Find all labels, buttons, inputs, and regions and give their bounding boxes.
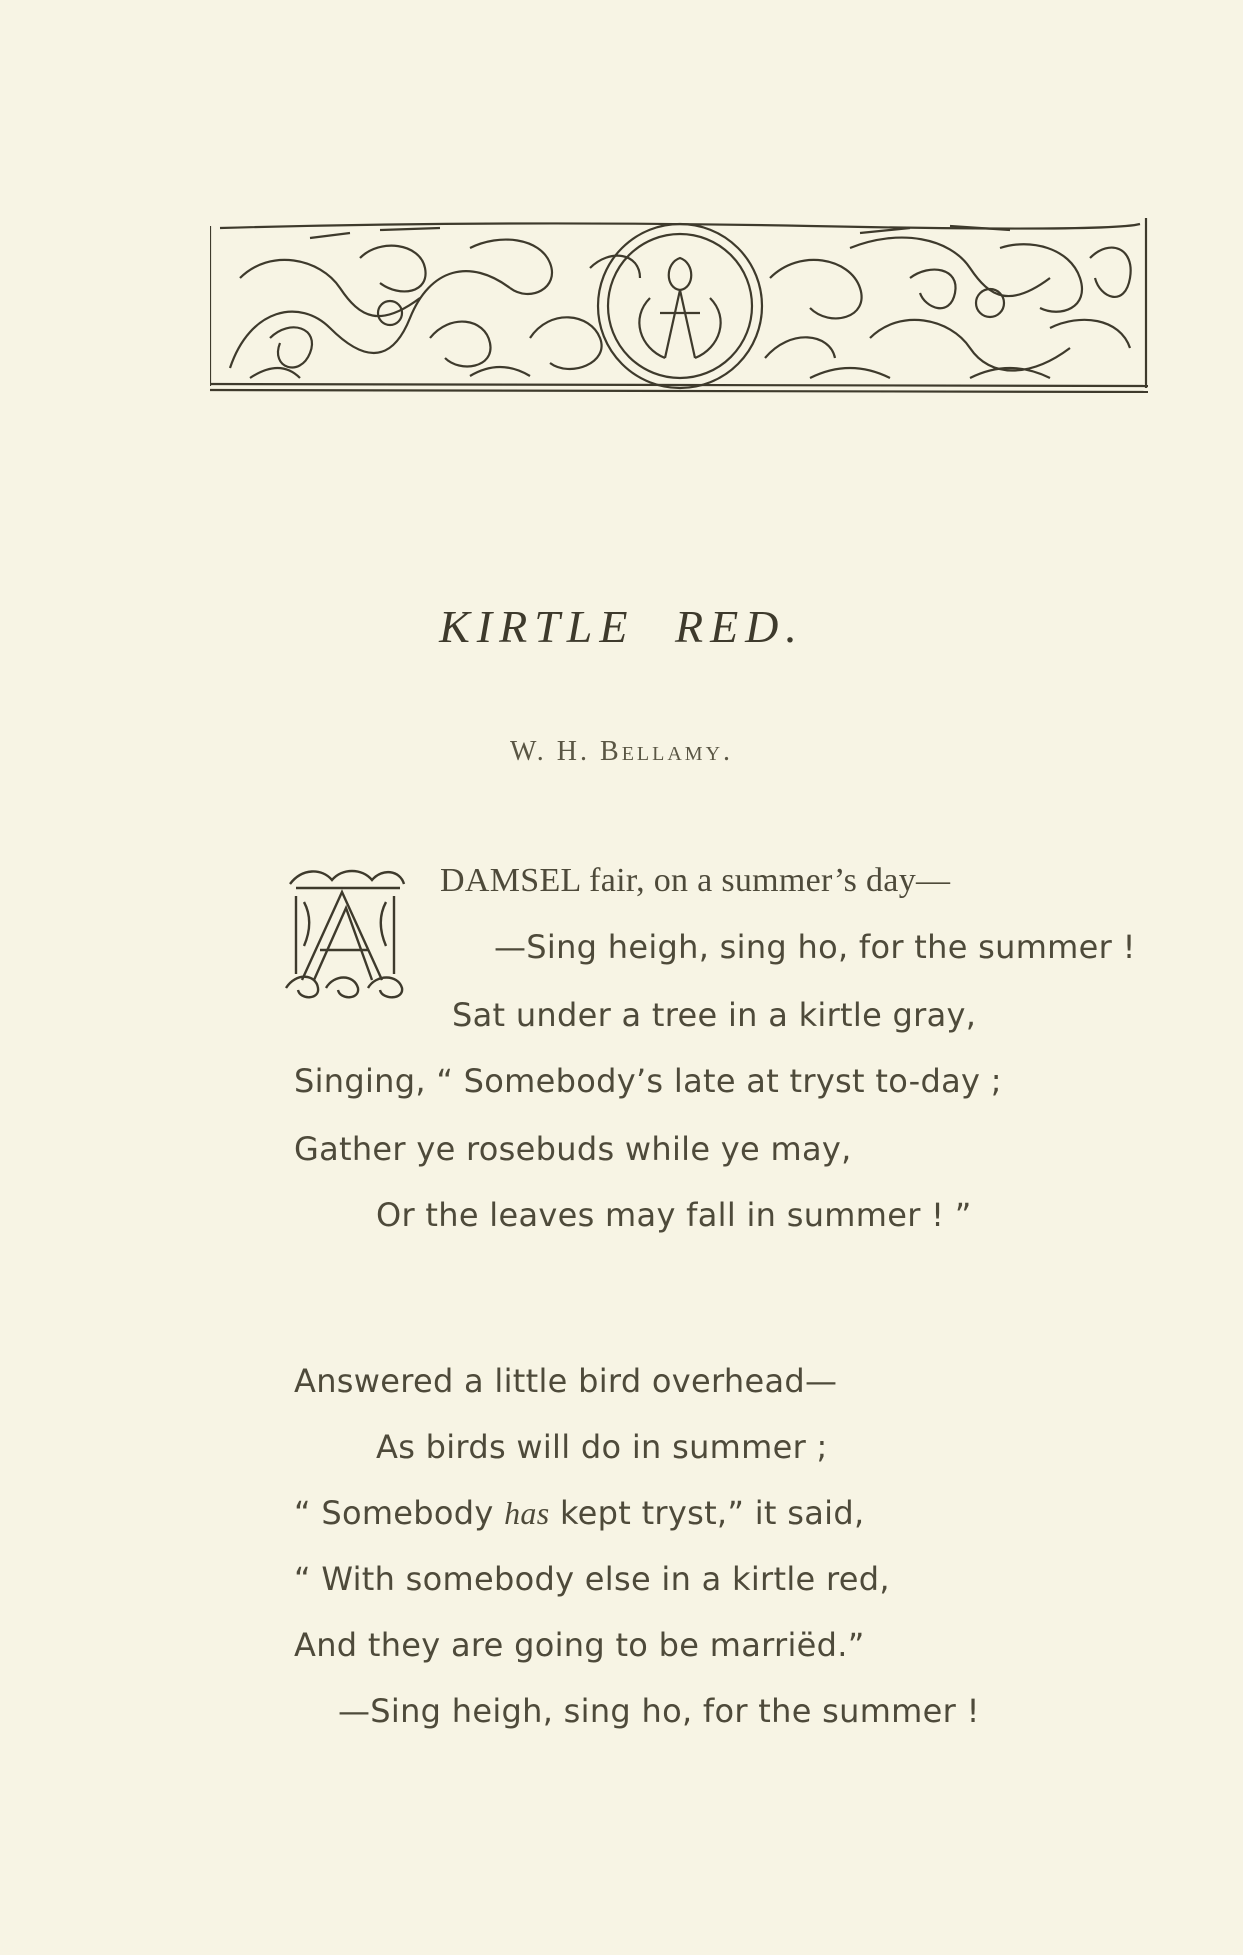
stanza2-line5: And they are going to be marriëd.” xyxy=(294,1626,865,1664)
stanza1-line6: Or the leaves may fall in summer ! ” xyxy=(376,1196,972,1234)
ornamental-headpiece-icon xyxy=(210,218,1148,393)
stanza2-line3-end: kept tryst,” it said, xyxy=(549,1494,865,1532)
stanza2-line3 xyxy=(294,1494,864,1532)
stanza2-line1: Answered a little bird overhead— xyxy=(294,1362,838,1400)
stanza1-line2: —Sing heigh, sing ho, for the summer ! xyxy=(494,928,1136,966)
poem-author: W. H. Bellamy. xyxy=(509,736,734,767)
stanza2-line2: As birds will do in summer ; xyxy=(376,1428,828,1466)
stanza1-line3: Sat under a tree in a kirtle gray, xyxy=(452,996,977,1034)
stanza2-line3-start: “ Somebody xyxy=(294,1494,505,1532)
stanza1-line5: Gather ye rosebuds while ye may, xyxy=(294,1130,852,1168)
drop-cap-a-icon xyxy=(282,862,410,1000)
stanza2-line3-italic: has xyxy=(504,1495,550,1531)
stanza1-line4: Singing, “ Somebody’s late at tryst to-day ; xyxy=(294,1062,1002,1100)
stanza2-line6: —Sing heigh, sing ho, for the summer ! xyxy=(338,1692,980,1730)
stanza2-line4: “ With somebody else in a kirtle red, xyxy=(294,1560,890,1598)
poem-title: KIRTLE RED. xyxy=(439,601,804,652)
stanza1-line1: DAMSEL fair, on a summer’s day— xyxy=(440,862,951,899)
